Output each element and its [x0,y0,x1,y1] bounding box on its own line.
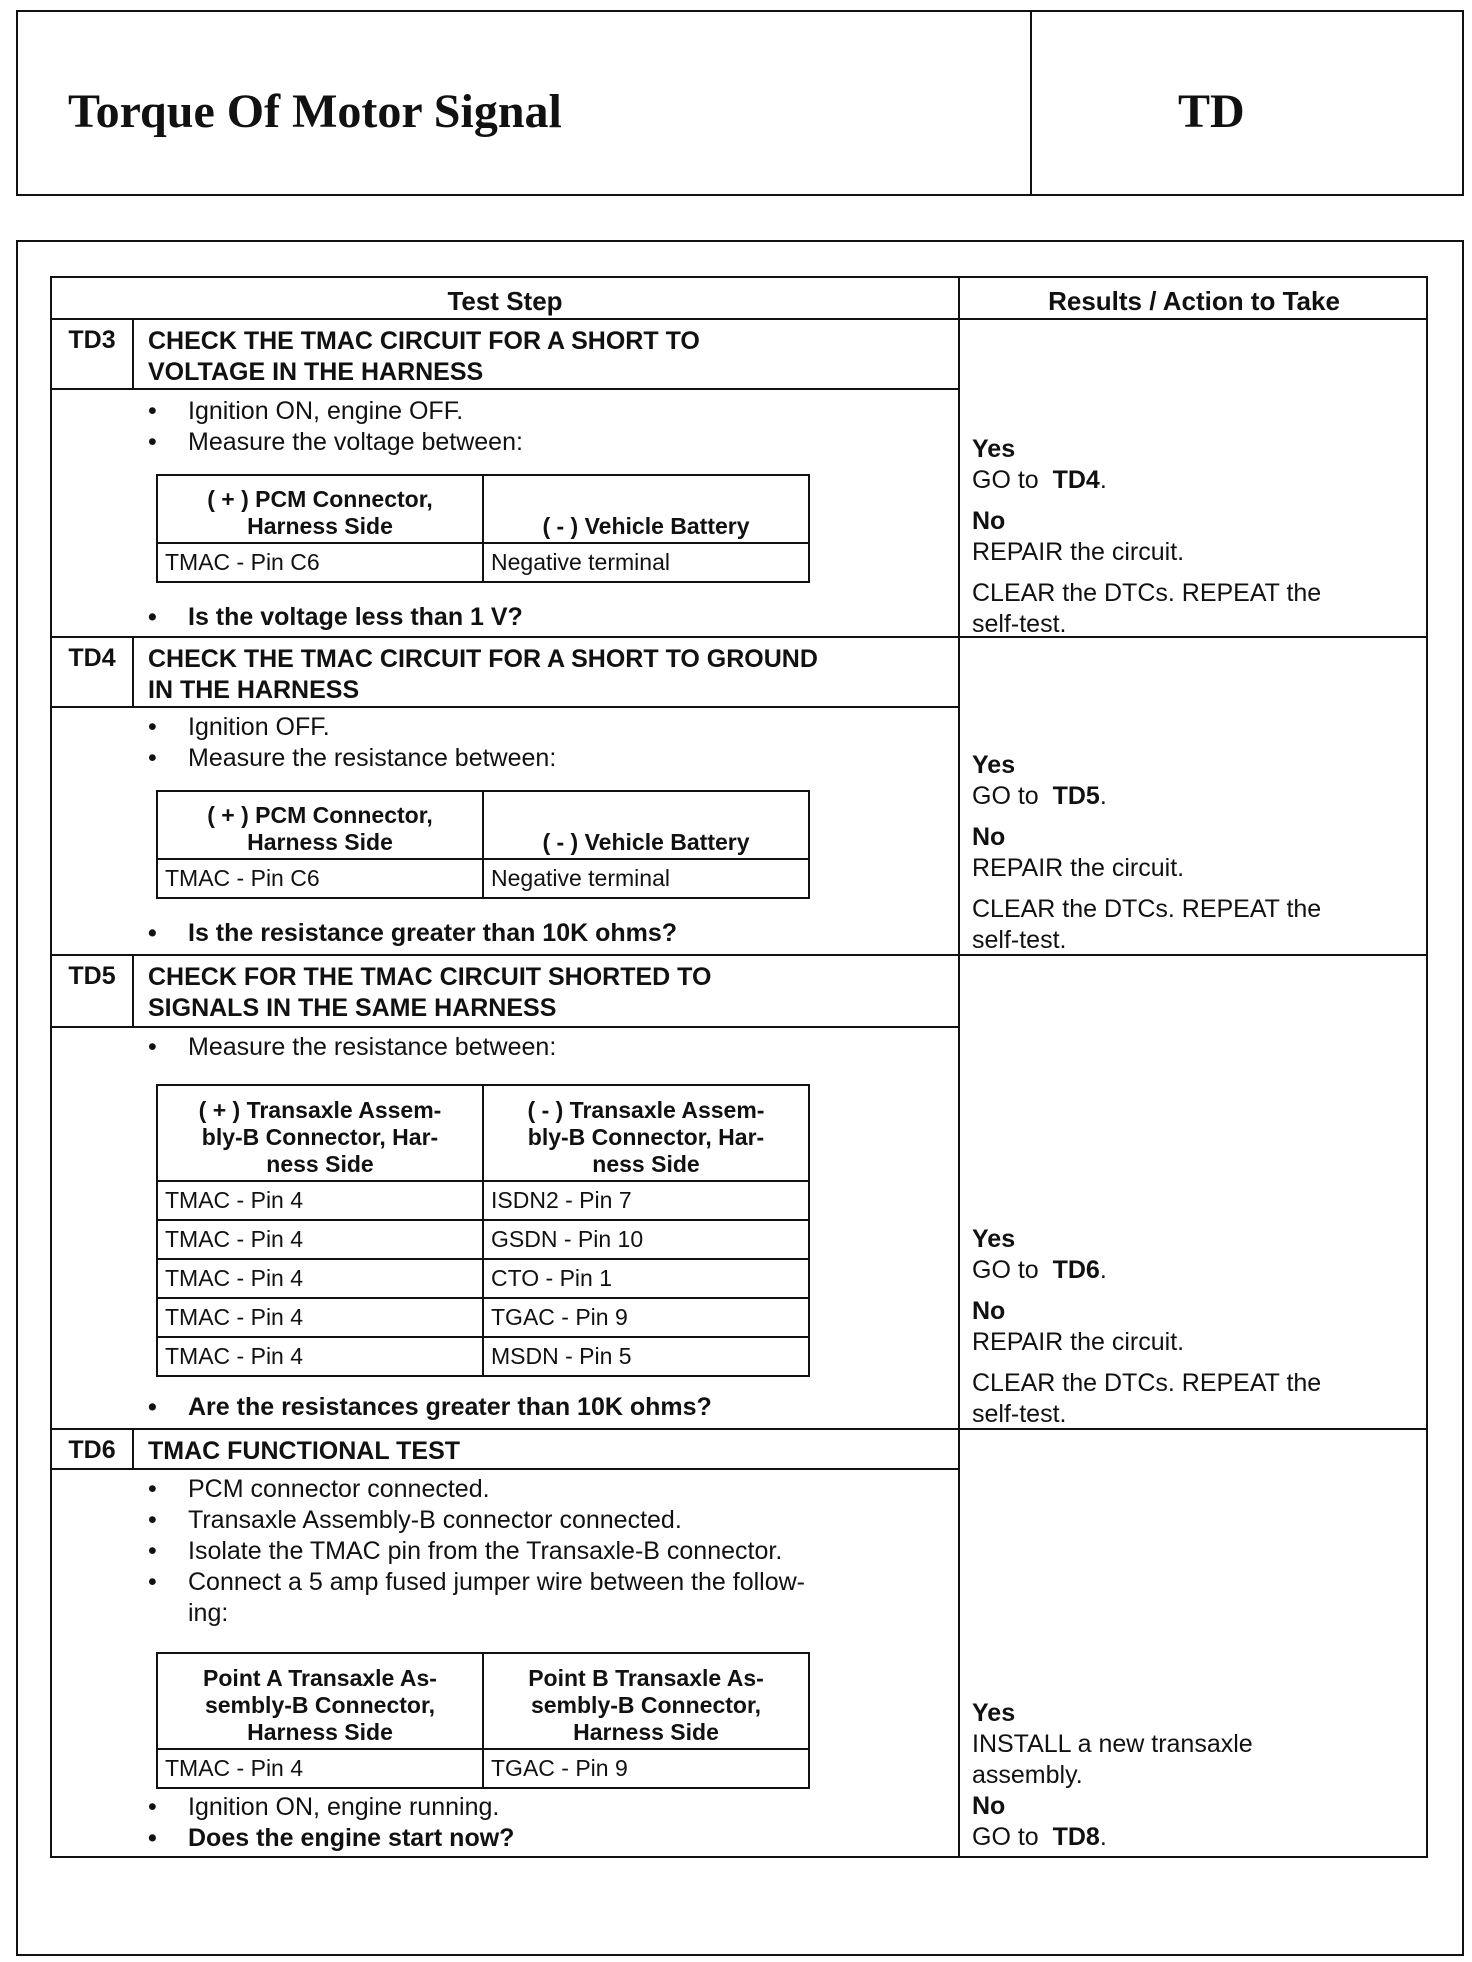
step-td3 [52,320,1426,636]
step-td4 [52,636,1426,954]
step-title: CHECK FOR THE TMAC CIRCUIT SHORTED TO SIGNALS IN THE SAME HARNESS [148,963,712,1022]
step-title-row [52,320,958,390]
bullet-item: • Ignition ON, engine OFF. [148,397,464,425]
table-header: ( - ) Vehicle Battery [483,475,809,543]
step-question: • Is the voltage less than 1 V? [148,603,523,631]
table-header: ( + ) Transaxle Assem- bly-B Connector, Har- ness Side [157,1085,483,1181]
bullet-item: • Connect a 5 amp fused jumper wire between the follow- ing: [148,1568,805,1627]
no-action: REPAIR the circuit. [972,1328,1185,1356]
table-row: TMAC - Pin 4 TGAC - Pin 9 [157,1749,809,1788]
no-action: REPAIR the circuit. [972,854,1185,882]
step-id: TD3 [52,320,134,388]
yes-label: Yes [972,1699,1016,1727]
yes-label: Yes [972,435,1016,463]
step-id: TD4 [52,638,134,706]
step-question: • Is the resistance greater than 10K ohms? [148,919,678,947]
step-id: TD5 [52,956,134,1026]
step-id: TD6 [52,1430,134,1468]
step-result: Yes GO to TD5. No REPAIR the circuit. CLEAR the DTCs. REPEAT the self-test. [972,750,1412,956]
step-td5 [52,954,1426,1428]
no-label: No [972,507,1006,535]
yes-action: GO to TD6. [972,1256,1107,1284]
table-row: TMAC - Pin C6 Negative terminal [157,543,809,582]
bullet-item: • Measure the resistance between: [148,1033,557,1061]
table-row: TMAC - Pin 4 GSDN - Pin 10 [157,1220,809,1259]
page-title: Torque Of Motor Signal [68,85,562,138]
yes-action: GO to TD5. [972,782,1107,810]
table-header: Point B Transaxle As- sembly-B Connector, Harness Side [483,1653,809,1749]
step-question: • Does the engine start now? [148,1824,515,1852]
table-header: ( + ) PCM Connector, Harness Side [157,791,483,859]
measurement-table [156,1084,810,1377]
table-row: TMAC - Pin C6 Negative terminal [157,859,809,898]
bullet-item: • Measure the voltage between: [148,428,523,456]
no-action: REPAIR the circuit. [972,538,1185,566]
procedure-table [50,276,1428,1858]
table-header: ( - ) Vehicle Battery [483,791,809,859]
table-row: TMAC - Pin 4 MSDN - Pin 5 [157,1337,809,1376]
column-headers [52,278,1426,320]
bullet-item: • Measure the resistance between: [148,744,557,772]
step-title: TMAC FUNCTIONAL TEST [148,1437,461,1465]
step-result: Yes GO to TD6. No REPAIR the circuit. CLEAR the DTCs. REPEAT the self-test. [972,1224,1412,1430]
yes-action: GO to TD4. [972,466,1107,494]
no-label: No [972,823,1006,851]
table-row: TMAC - Pin 4 CTO - Pin 1 [157,1259,809,1298]
step-title: CHECK THE TMAC CIRCUIT FOR A SHORT TO VOLTAGE IN THE HARNESS [148,327,700,386]
table-header: ( + ) PCM Connector, Harness Side [157,475,483,543]
step-title: CHECK THE TMAC CIRCUIT FOR A SHORT TO GROUND IN THE HARNESS [148,645,818,704]
step-title-row [52,1430,958,1470]
table-header: Point A Transaxle As- sembly-B Connector, Harness Side [157,1653,483,1749]
measurement-table [156,790,810,899]
results-header: Results / Action to Take [1048,286,1340,316]
bullet-item: • Transaxle Assembly-B connector connected. [148,1506,682,1534]
step-td6 [52,1428,1426,1858]
table-row: TMAC - Pin 4 TGAC - Pin 9 [157,1298,809,1337]
measurement-table [156,474,810,583]
table-row: TMAC - Pin 4 ISDN2 - Pin 7 [157,1181,809,1220]
no-label: No [972,1297,1006,1325]
jumper-table [156,1652,810,1789]
yes-label: Yes [972,1225,1016,1253]
test-step-header: Test Step [447,286,563,316]
step-title-row [52,956,958,1028]
bullet-item: • Isolate the TMAC pin from the Transaxle-B connector. [148,1537,783,1565]
bullet-item: • Ignition OFF. [148,713,330,741]
section-code: TD [1178,85,1245,138]
step-question: • Are the resistances greater than 10K ohms? [148,1393,712,1421]
no-label: No [972,1792,1006,1820]
step-result: Yes GO to TD4. No REPAIR the circuit. CLEAR the DTCs. REPEAT the self-test. [972,434,1412,640]
bullet-item: • Ignition ON, engine running. [148,1793,500,1821]
yes-action: INSTALL a new transaxle [972,1730,1253,1758]
yes-label: Yes [972,751,1016,779]
bullet-item: • PCM connector connected. [148,1475,490,1503]
step-result: Yes INSTALL a new transaxle assembly. No GO to TD8. [972,1698,1412,1853]
header-divider [1030,12,1032,194]
step-title-row [52,638,958,708]
page-header [16,10,1464,196]
table-header: ( - ) Transaxle Assem- bly-B Connector, Har- ness Side [483,1085,809,1181]
no-action: GO to TD8. [972,1823,1107,1851]
